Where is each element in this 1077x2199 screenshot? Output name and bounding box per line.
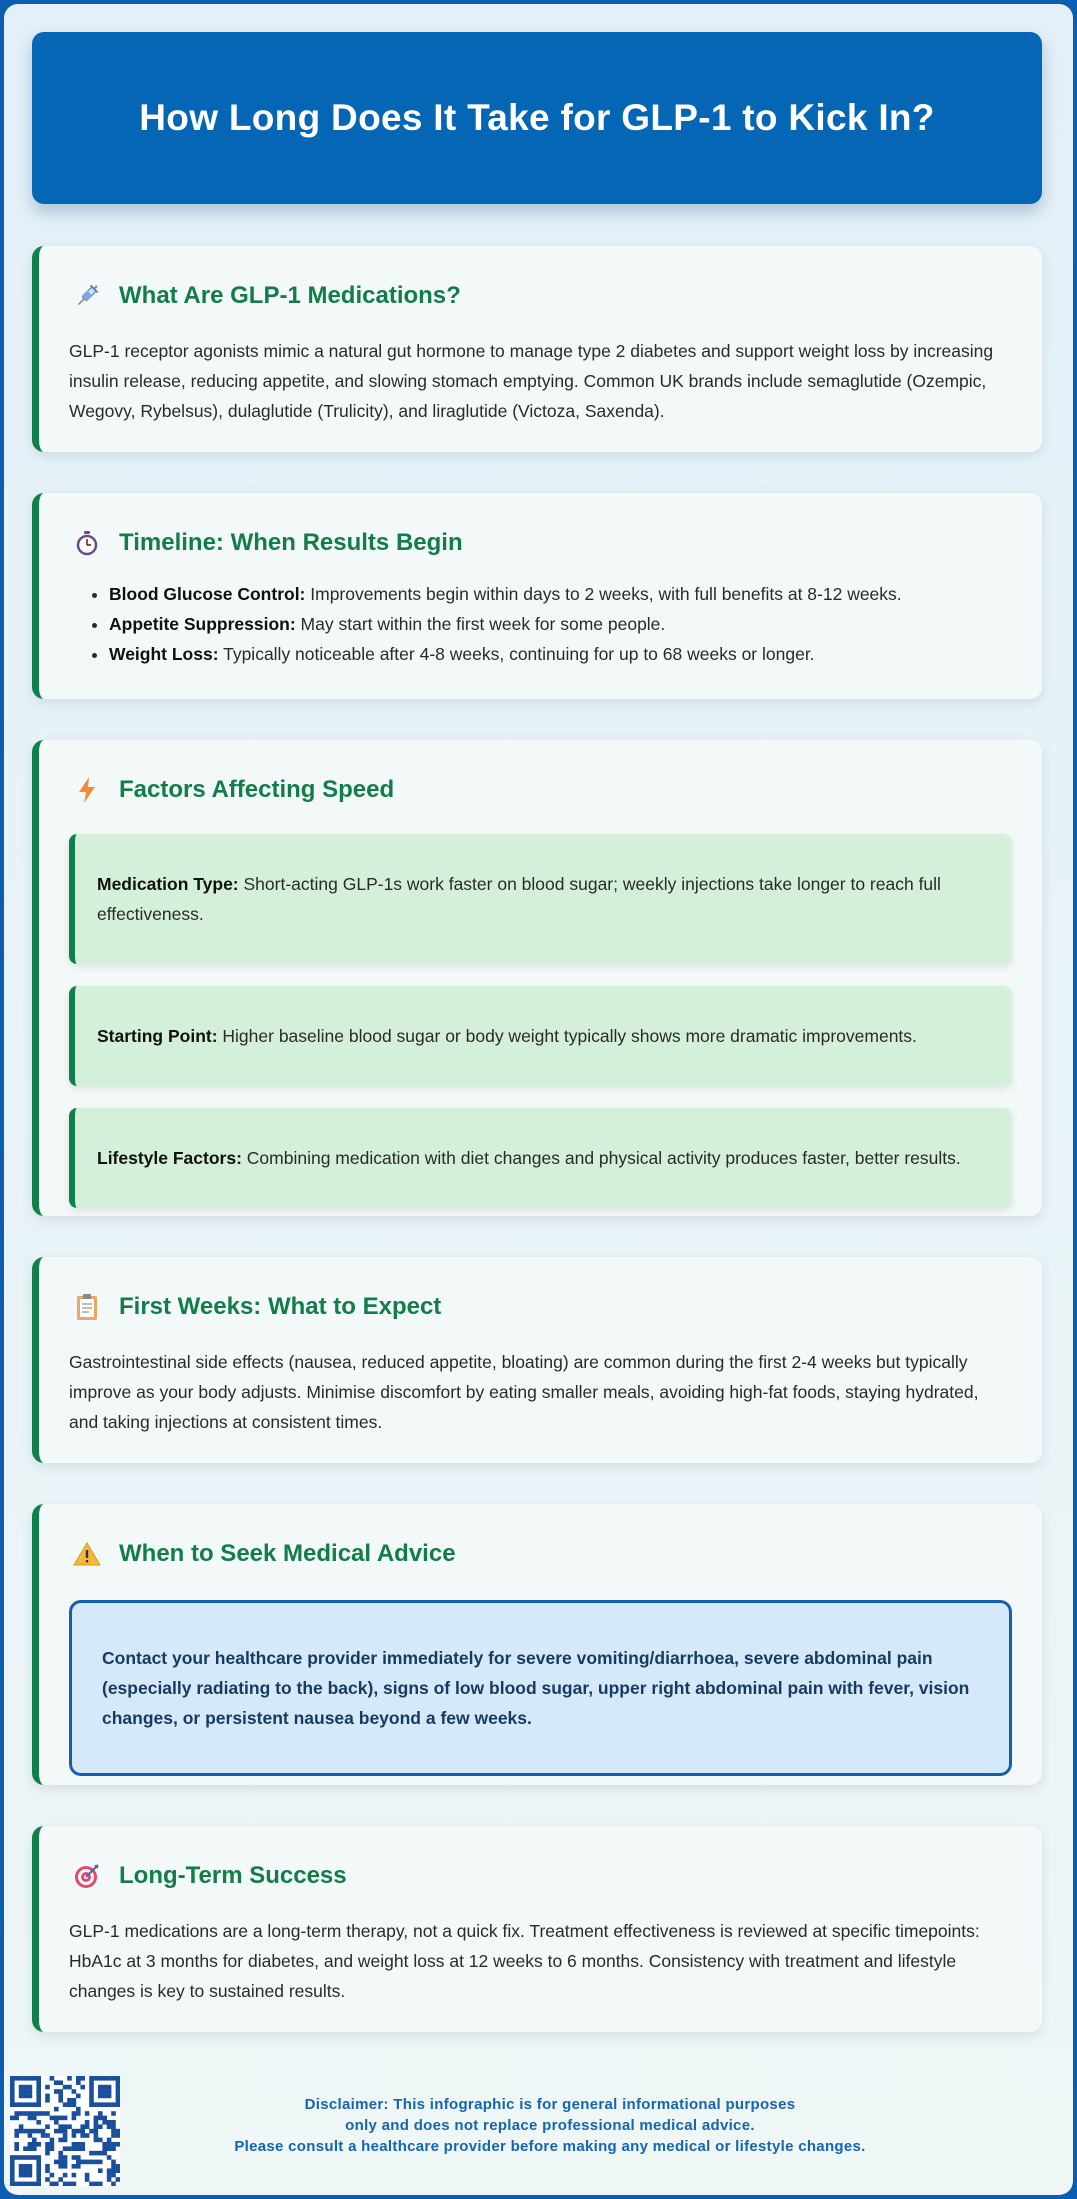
- section-header: [69, 1285, 1012, 1329]
- factor-card: [69, 834, 1012, 964]
- section-title: What Are GLP-1 Medications?: [119, 282, 461, 309]
- list-item-text: Typically noticeable after 4-8 weeks, continuing for up to 68 weeks or longer.: [218, 644, 815, 664]
- timeline-list: [69, 579, 1012, 669]
- factor-text: [97, 1021, 917, 1051]
- target-icon: [69, 1858, 105, 1894]
- section-first-weeks: [32, 1257, 1042, 1463]
- list-item-label: Blood Glucose Control:: [109, 584, 306, 604]
- disclaimer-text-1: This infographic is for general informational purposes: [388, 2096, 796, 2113]
- section-header: [69, 274, 1012, 318]
- disclaimer: [150, 2094, 950, 2157]
- factor-description: Short-acting GLP-1s work faster on blood sugar; weekly injections take longer to reach full effectiveness.: [97, 874, 941, 924]
- section-header: [69, 1532, 1012, 1576]
- list-item: [109, 579, 1012, 609]
- advice-callout: Contact your healthcare provider immediately for severe vomiting/diarrhoea, severe abdominal pain (especially radiating to the back), signs of low blood sugar, upper right abdominal pain with fever, vision changes, or persistent nausea beyond a few weeks.: [69, 1600, 1012, 1776]
- factor-description: Combining medication with diet changes and physical activity produces faster, better results.: [241, 1148, 961, 1168]
- qr-code-icon: [10, 2076, 120, 2186]
- section-body: Gastrointestinal side effects (nausea, reduced appetite, bloating) are common during the first 2-4 weeks but typically improve as your body adjusts. Minimise discomfort by eating smaller meals, avoiding high-fat foods, staying hydrated, and taking injections at consistent times.: [69, 1352, 979, 1432]
- warning-icon: [69, 1536, 105, 1572]
- disclaimer-line-1: [150, 2094, 950, 2115]
- disclaimer-label: Disclaimer:: [304, 2096, 389, 2113]
- list-item: [109, 639, 1012, 669]
- section-title: When to Seek Medical Advice: [119, 1540, 456, 1567]
- page-header: [32, 32, 1042, 204]
- factor-text: [97, 1143, 961, 1173]
- section-body: GLP-1 receptor agonists mimic a natural gut hormone to manage type 2 diabetes and support weight loss by increasing insulin release, reducing appetite, and slowing stomach emptying. Common UK brands include semaglutide (Ozempic, Wegovy, Rybelsus), dulaglutide (Trulicity), and liraglutide (Victoza, Saxenda).: [69, 341, 994, 421]
- section-what-are-glp1: [32, 246, 1042, 452]
- disclaimer-line-2: only and does not replace professional medical advice.: [345, 2117, 755, 2134]
- factor-label: Lifestyle Factors:: [97, 1148, 242, 1168]
- section-title: Timeline: When Results Begin: [119, 529, 463, 556]
- section-header: [69, 1854, 1012, 1898]
- section-title: Factors Affecting Speed: [119, 776, 395, 803]
- section-header: [69, 768, 1012, 812]
- section-long-term: [32, 1826, 1042, 2032]
- syringe-icon: [69, 278, 105, 314]
- list-item-text: May start within the first week for some people.: [295, 614, 666, 634]
- section-factors: [32, 740, 1042, 1216]
- clipboard-icon: [69, 1289, 105, 1325]
- factor-label: Medication Type:: [97, 874, 239, 894]
- section-title: Long-Term Success: [119, 1862, 347, 1889]
- list-item-label: Weight Loss:: [109, 644, 219, 664]
- page-title: How Long Does It Take for GLP-1 to Kick In?: [139, 97, 935, 138]
- lightning-icon: [69, 772, 105, 808]
- factor-description: Higher baseline blood sugar or body weight typically shows more dramatic improvements.: [217, 1026, 917, 1046]
- section-title: First Weeks: What to Expect: [119, 1293, 442, 1320]
- list-item: [109, 609, 1012, 639]
- factor-card: [69, 1108, 1012, 1208]
- section-timeline: [32, 493, 1042, 699]
- factor-card: [69, 986, 1012, 1086]
- section-header: [69, 521, 1012, 565]
- disclaimer-line-3: Please consult a healthcare provider before making any medical or lifestyle changes.: [234, 2138, 866, 2155]
- factor-label: Starting Point:: [97, 1026, 218, 1046]
- stopwatch-icon: [69, 525, 105, 561]
- section-body: GLP-1 medications are a long-term therapy, not a quick fix. Treatment effectiveness is reviewed at specific timepoints: HbA1c at 3 months for diabetes, and weight loss at 12 weeks to 6 months. Consistency with treatment and lifestyle changes is key to sustained results.: [69, 1921, 980, 2001]
- section-medical-advice: [32, 1504, 1042, 1785]
- list-item-label: Appetite Suppression:: [109, 614, 296, 634]
- factor-text: [97, 869, 990, 929]
- list-item-text: Improvements begin within days to 2 weeks, with full benefits at 8-12 weeks.: [305, 584, 902, 604]
